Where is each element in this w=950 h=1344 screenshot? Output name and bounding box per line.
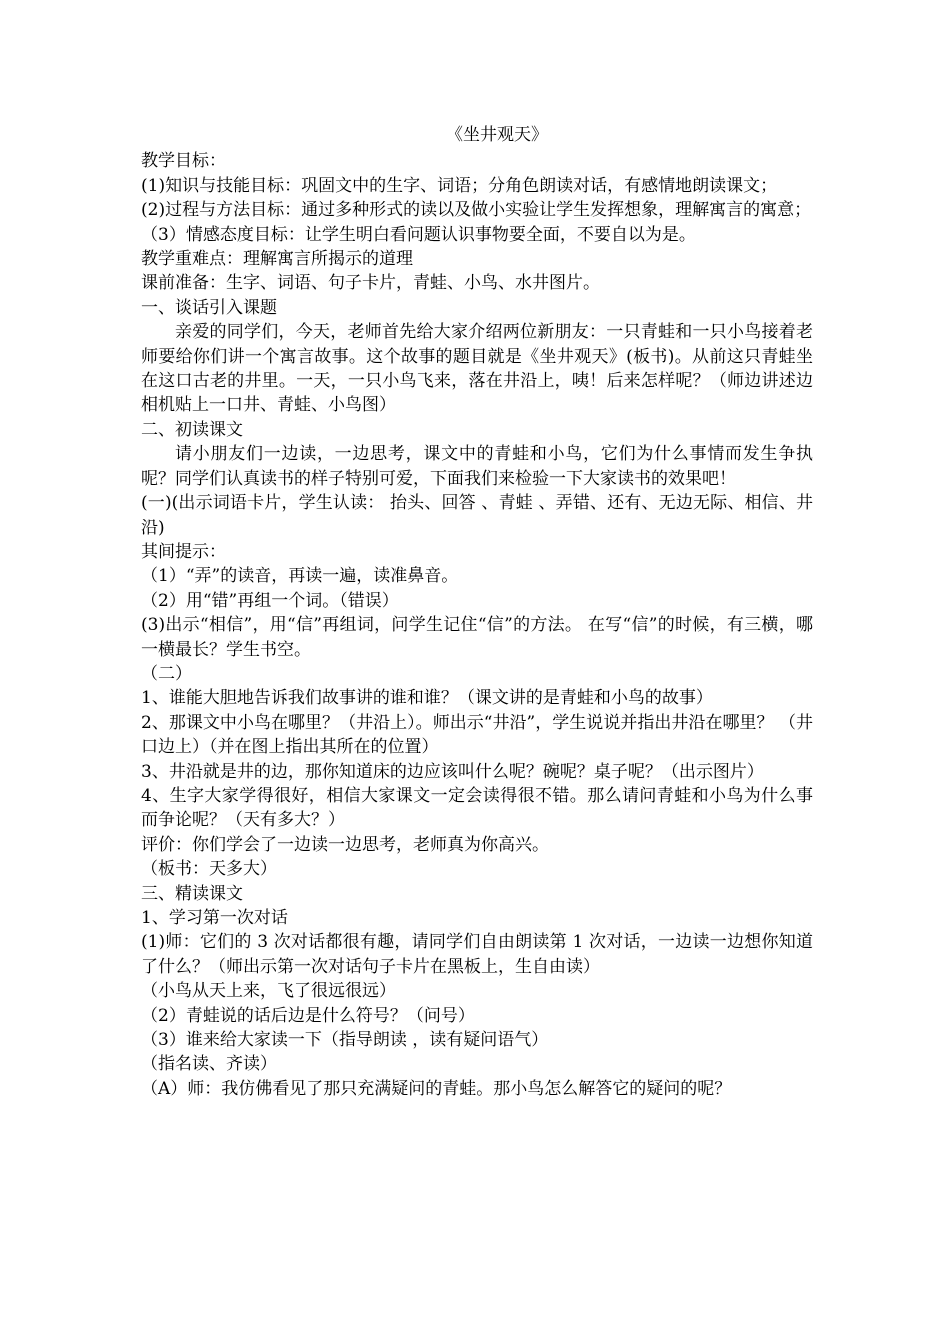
hint-item-3: (3)出示“相信”，用“信”再组词，问学生记住“信”的方法。 在写“信”的时候，有三横，哪一横最长？学生书空。 <box>141 615 813 660</box>
question-2: 2、那课文中小鸟在哪里？（井沿上）。师出示“井沿”，学生说说并指出井沿在哪里？ （井口边上）（并在图上指出其所在的位置） <box>141 712 813 758</box>
question-4: 4、生字大家学得很好，相信大家课文一定会读得很不错。那么请问青蛙和小鸟为什么事而争论呢？（天有多大？） <box>141 785 813 831</box>
document-title: 《坐井观天》 <box>446 125 548 145</box>
question-1: 1、谁能大胆地告诉我们故事讲的谁和谁？（课文讲的是青蛙和小鸟的故事） <box>141 688 713 709</box>
paragraph-introduction: 亲爱的同学们，今天，老师首先给大家介绍两位新朋友：一只青蛙和一只小鸟接着老师要给你们讲一个寓言故事。这个故事的题目就是《坐井观天》(板书)。从前这只青蛙坐在这口古老的井里。一天，一只小鸟飞来，落在井沿上，咦！后来怎样呢？（师边讲述边相机贴上一口井、青蛙、小鸟图） <box>141 322 813 416</box>
dialogue-step-3: （3）谁来给大家读一下（指导朗读 ，读有疑问语气） <box>141 1030 549 1051</box>
section-label-objectives: 教学目标： <box>141 151 226 172</box>
dialogue-answer-1: （小鸟从天上来，飞了很远很远） <box>141 981 396 1002</box>
vocabulary-cards: (一)(出示词语卡片，学生认读： 抬头、回答 、青蛙 、弄错、还有、无边无际、相信、井沿) <box>141 493 813 538</box>
section-heading-1: 一、谈话引入课题 <box>141 297 277 318</box>
dialogue-1-heading: 1、学习第一次对话 <box>141 908 288 928</box>
subsection-2-label: （二） <box>141 663 192 684</box>
dialogue-step-1: (1)师：它们的 3 次对话都很有趣，请同学们自由朗读第 1 次对话，一边读一边想你知道了什么？（师出示第一次对话句子卡片在黑板上，生自由读） <box>141 932 813 977</box>
section-heading-2: 二、初读课文 <box>141 419 243 440</box>
hints-label: 其间提示： <box>141 541 226 562</box>
hint-item-2: （2）用“错”再组一个词。（错误） <box>141 590 399 611</box>
dialogue-step-2: （2）青蛙说的话后边是什么符号？（问号） <box>141 1005 475 1026</box>
section-heading-3: 三、精读课文 <box>141 883 243 904</box>
question-3: 3、井沿就是井的边，那你知道床的边应该叫什么呢？碗呢？桌子呢？（出示图片） <box>141 761 764 782</box>
preparation: 课前准备：生字、词语、句子卡片，青蛙、小鸟、水井图片。 <box>141 273 600 294</box>
paragraph-first-reading: 请小朋友们一边读，一边思考，课文中的青蛙和小鸟，它们为什么事情而发生争执呢？同学们认真读书的样子特别可爱，下面我们来检验一下大家读书的效果吧！ <box>141 444 813 489</box>
evaluation: 评价：你们学会了一边读一边思考，老师真为你高兴。 <box>141 834 549 855</box>
hint-item-1: （1）“弄”的读音，再读一遍，读准鼻音。 <box>141 566 459 587</box>
objective-item-1: (1)知识与技能目标：巩固文中的生字、词语；分角色朗读对话，有感情地朗读课文； <box>141 175 778 196</box>
document-body <box>141 123 813 1101</box>
reading-mode: （指名读、齐读） <box>141 1054 277 1075</box>
board-note: （板书：天多大） <box>141 859 277 880</box>
objective-item-2: (2)过程与方法目标：通过多种形式的读以及做小实验让学生发挥想象，理解寓言的寓意； <box>141 200 812 221</box>
objective-item-3: （3）情感态度目标：让学生明白看问题认识事物要全面，不要自以为是。 <box>141 224 696 245</box>
key-difficulty: 教学重难点：理解寓言所揭示的道理 <box>141 249 413 270</box>
dialogue-step-a: （A）师：我仿佛看见了那只充满疑问的青蛙。那小鸟怎么解答它的疑问的呢？ <box>141 1078 732 1099</box>
